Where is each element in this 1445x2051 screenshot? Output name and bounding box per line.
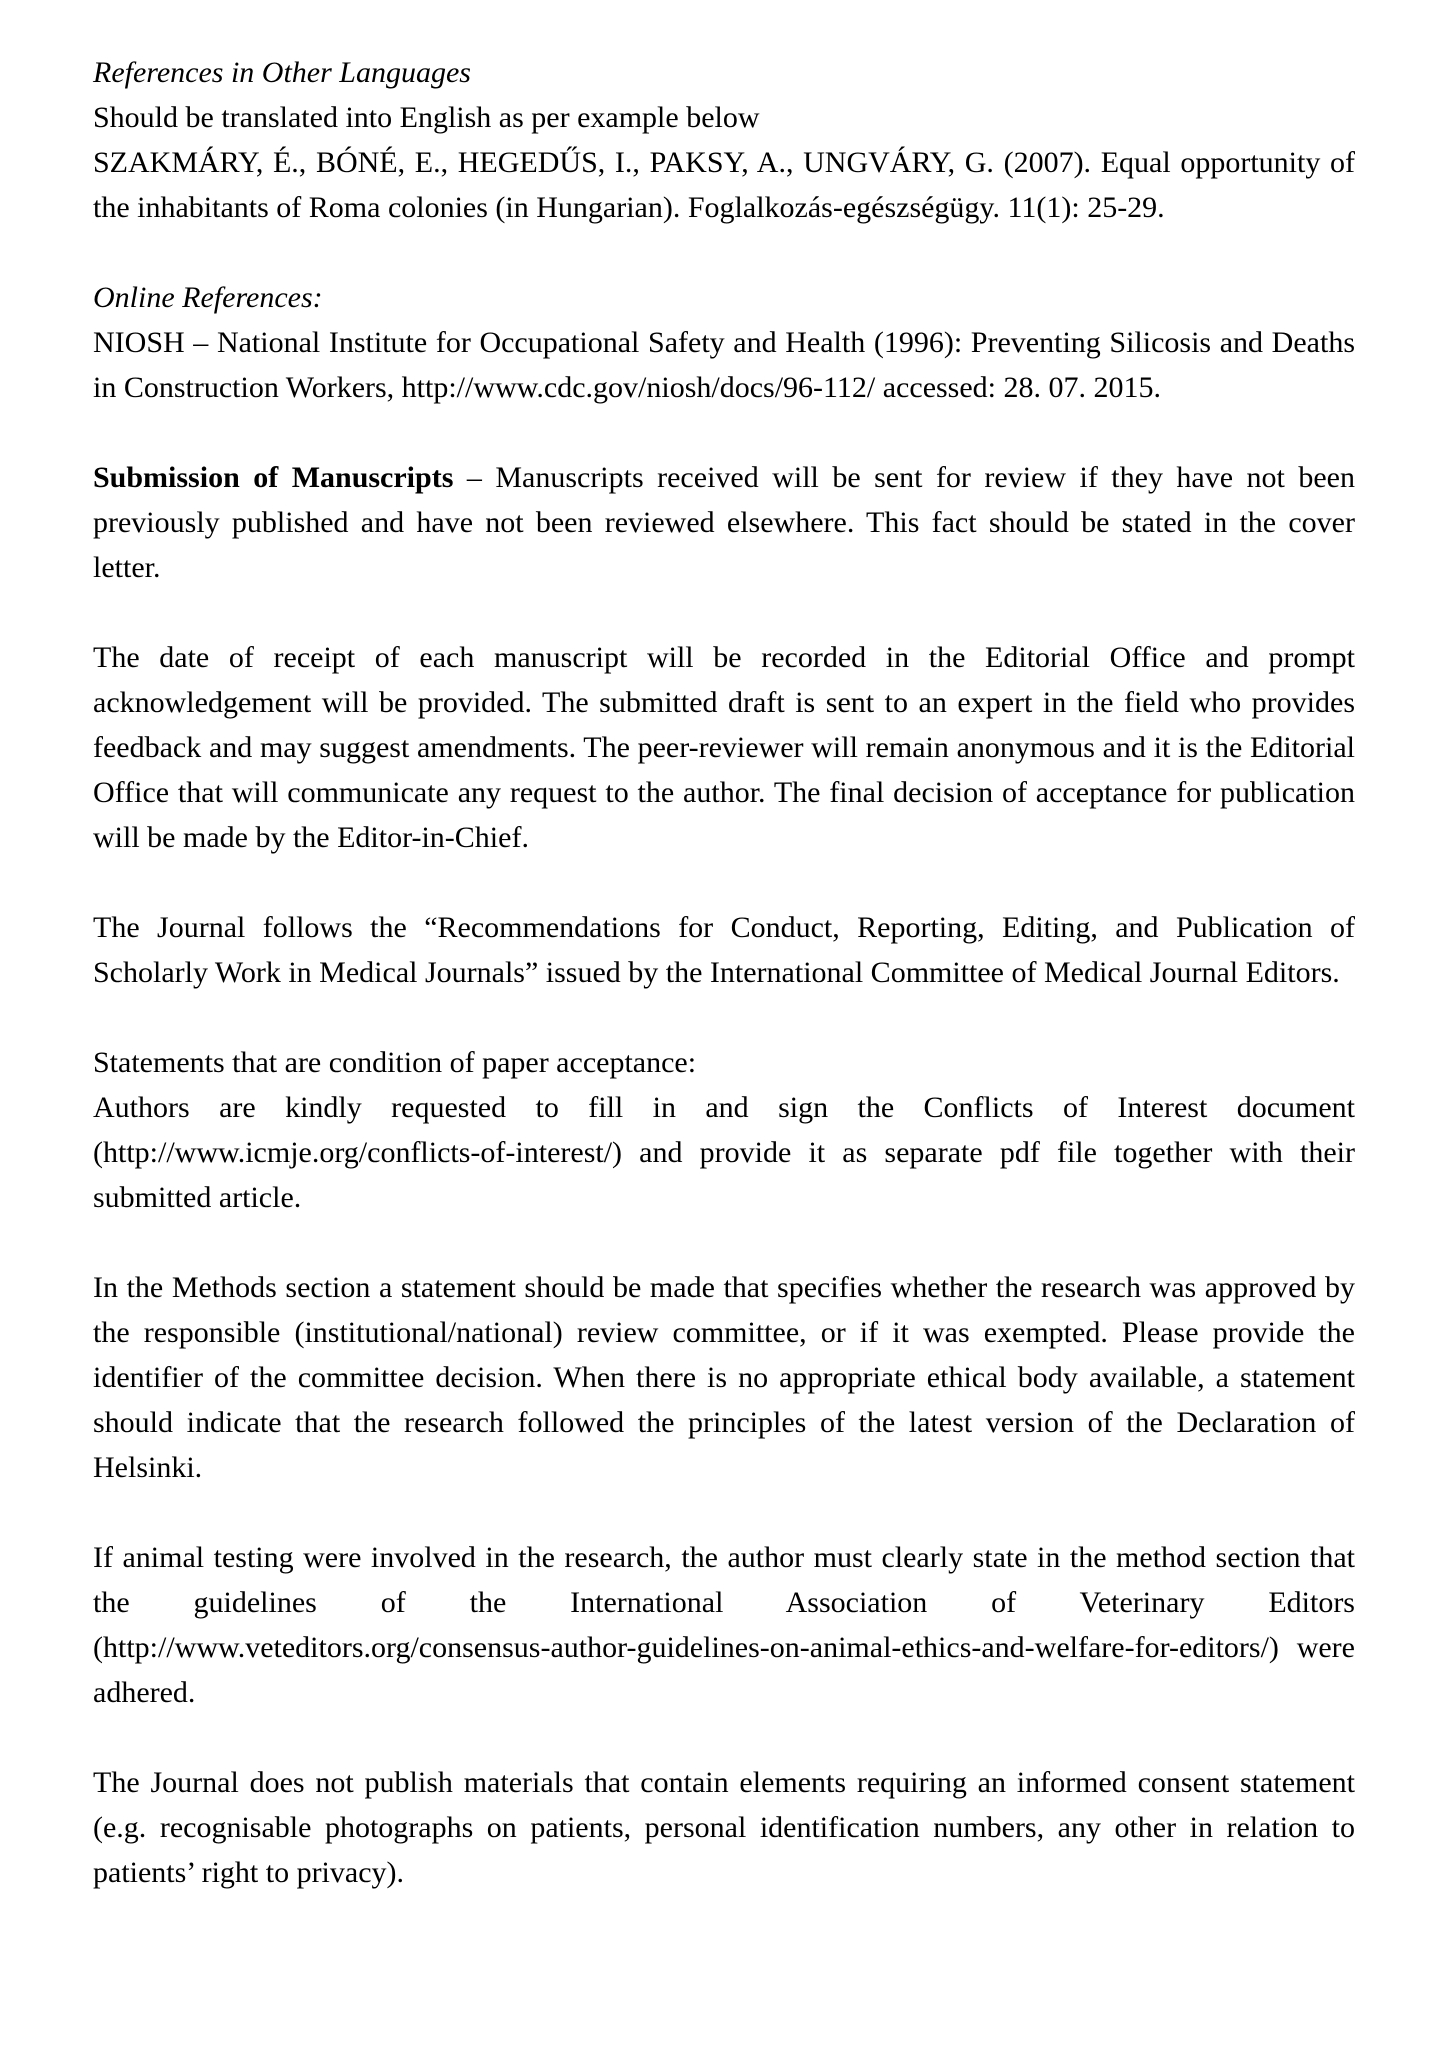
- icmje-recommendations-paragraph: The Journal follows the “Recommendations for Conduct, Reporting, Editing, and Publication of Scholarly Work in Medical Journals” issued by the International Committee of Medical Journal Editors.: [93, 911, 1355, 989]
- online-reference-citation: NIOSH – National Institute for Occupational Safety and Health (1996): Preventing Silicosis and Deaths in Construction Workers, http://www.cdc.gov/niosh/docs/96-112/ accessed: 28. 07. 2015.: [93, 326, 1355, 404]
- example-citation: SZAKMÁRY, É., BÓNÉ, E., HEGEDŰS, I., PAKSY, A., UNGVÁRY, G. (2007). Equal opportunity of the inhabitants of Roma colonies (in Hungarian). Foglalkozás-egészségügy. 11(1): 25-29.: [93, 146, 1355, 224]
- informed-consent-paragraph: The Journal does not publish materials that contain elements requiring an informed consent statement (e.g. recognisable photographs on patients, personal identification numbers, any other in relation to patients’ right to privacy).: [93, 1766, 1355, 1889]
- submission-of-manuscripts-paragraph: [93, 455, 1355, 590]
- conflicts-of-interest-paragraph: Authors are kindly requested to fill in and sign the Conflicts of Interest document (http://www.icmje.org/conflicts-of-interest/) and provide it as separate pdf file together with their submitted article.: [93, 1091, 1355, 1214]
- references-other-languages-heading: References in Other Languages: [93, 56, 471, 89]
- animal-testing-paragraph: If animal testing were involved in the research, the author must clearly state in the method section that the guidelines of the International Association of Veterinary Editors (http://www.veteditors.org/consensus-author-guidelines-on-animal-ethics-and-welfare-for-editors/) were adhered.: [93, 1541, 1355, 1709]
- translation-note: Should be translated into English as per example below: [93, 101, 760, 134]
- date-of-receipt-paragraph: The date of receipt of each manuscript will be recorded in the Editorial Office and prompt acknowledgement will be provided. The submitted draft is sent to an expert in the field who provides feedback and may suggest amendments. The peer-reviewer will remain anonymous and it is the Editorial Office that will communicate any request to the author. The final decision of acceptance for publication will be made by the Editor-in-Chief.: [93, 641, 1355, 854]
- statements-condition-heading: Statements that are condition of paper acceptance:: [93, 1046, 697, 1079]
- submission-of-manuscripts-text: – Manuscripts received will be sent for review if they have not been previously published and have not been reviewed elsewhere. This fact should be stated in the cover letter.: [93, 461, 1355, 584]
- submission-of-manuscripts-lead: Submission of Manuscripts: [93, 461, 454, 494]
- online-references-heading: Online References:: [93, 281, 323, 314]
- methods-ethics-paragraph: In the Methods section a statement should be made that specifies whether the research was approved by the responsible (institutional/national) review committee, or if it was exempted. Please provide the identifier of the committee decision. When there is no appropriate ethical body available, a statement should indicate that the research followed the principles of the latest version of the Declaration of Helsinki.: [93, 1271, 1355, 1484]
